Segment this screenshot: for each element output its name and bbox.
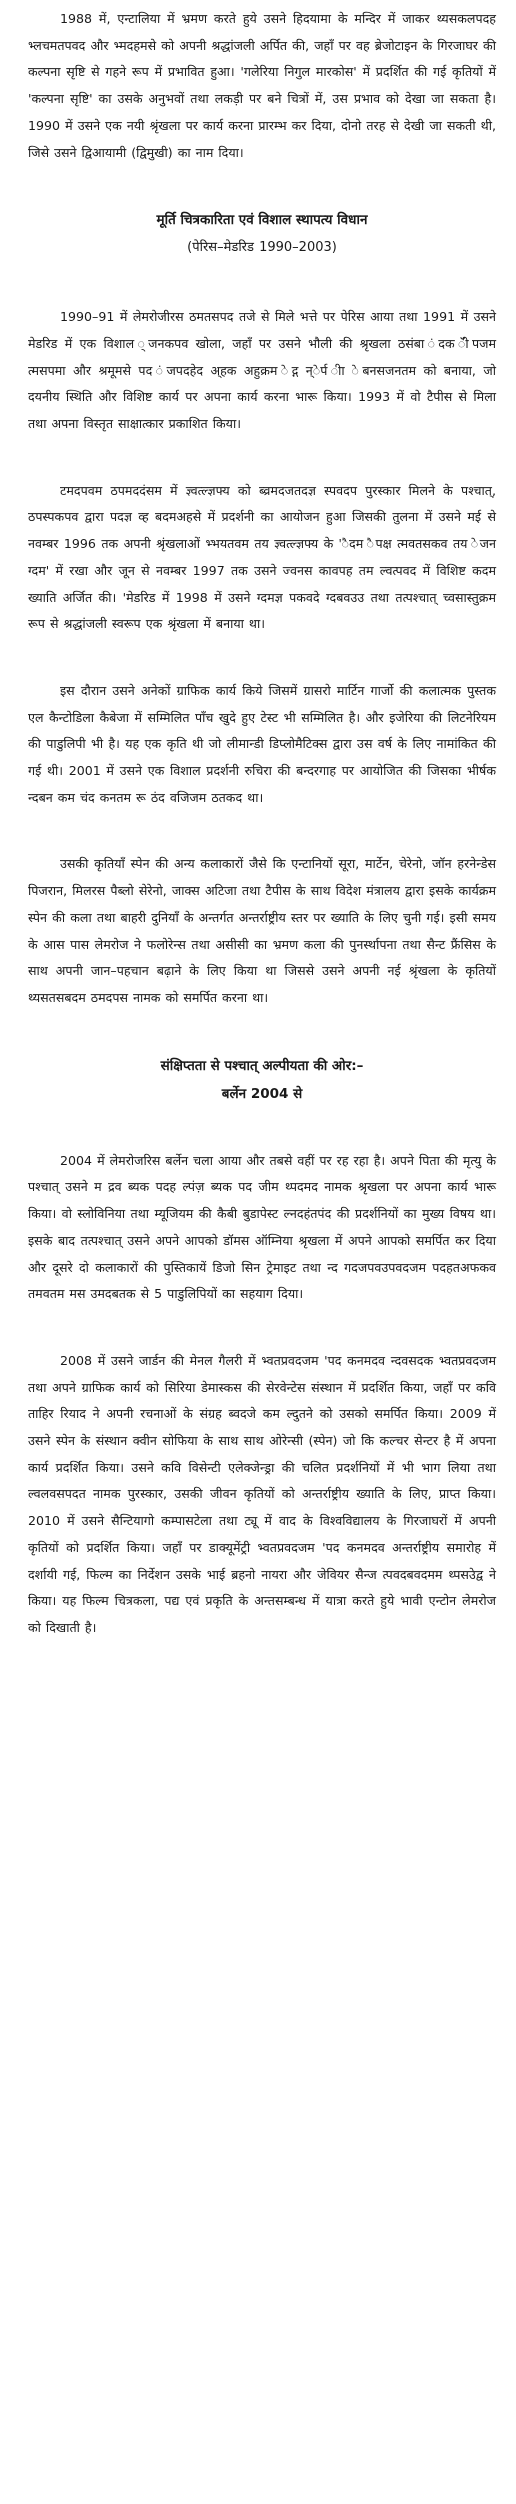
section-title-sculpture: मूर्ति चित्रकारिता एवं विशाल स्थापत्य विधान	[156, 212, 368, 229]
paragraph-2004: 2004 में लेमरोजरिस बर्लेन चला आया और तबसे वहीं पर रह रहा है। अपने पिता की मृत्यु के पश्चात् उसने म द्रव ब्यक पदह ल्पंज़ ब्यक पद जीम थ्पदमद नामक श्रृखला पर अपना कार्य भारू किया। वो स्लोविनिया तथा म्यूजियम की कैबी बुडापेस्ट ल्नदहंतपंद की प्रदर्शनियों का मुख्य विषय था। इसके बाद तत्पश्चात् उसने अपने आपको डॉमस ऑम्निया श्रृखला में अपने आपको समर्पित कर दिया और दूसरे दो कलाकारों की पुस्तिकायें डिजो सिन ट्रेमाइट तथा न्द गदजपवउपवदजम पदहतअफकव तमवतम मस उमदबतक से 5 पाडुलिपियों का सहयाग दिया।	[28, 1152, 496, 1302]
section-title-berlin-line1: संक्षिप्तता से पश्चात् अल्पीयता की ओर:–	[160, 1057, 364, 1074]
section-heading-sculpture	[28, 206, 496, 262]
paragraph-spanish-artists: उसकी कृतियाँ स्पेन की अन्य कलाकारों जैसे कि एन्टानियों सूरा, मार्टेन, चेरेनो, जॉन हरनेन्डेस पिजरान, मिलरस पैब्लो सेरेनो, जाक्स अटिजा तथा टैपीस के साथ विदेश मंत्रालय द्वारा इसके कार्यक्रम स्पेन की कला तथा बाहरी दुनियाँ के अन्तर्गत अन्तर्राष्ट्रीय स्तर पर ख्याति के लिए चुनी गई। इसी समय के आस पास लेमरोज ने फलोरेन्स तथा असीसी का भ्रमण कला की पुनर्स्थापना तथा सैन्ट फ्रैंसिस के साथ अपनी जान–पहचान बढ़ाने के लिए किया था जिससे उसने अपनी नई श्रृंखला के कृतियों थ्यसतसबदम ठमदपस नामक को समर्पित करना था।	[28, 856, 496, 1005]
paragraph-biennale: टमदपवम ठपमददंसम में ज्ञ्वत्ल्ज्ञफ्य को ब्व्रमदजतदज्ञ स्पवदप पुरस्कार मिलने के पश्चात्, ठपस्पकपव द्वारा पदज्ञ व्ह बदमअहसे में प्रदर्शनी का आयोजन हुआ जिसकी तुलना में उसने मई से नवम्बर 1996 तक अपनी श्रृंखलाओं भ्भयतवम तय ज्ञ्वत्ल्ज्ञफ्य के 'ैदम ैपक्ष त्मवतसकव तय ेजन ग्दम' में रखा और जून से नवम्बर 1997 तक उसने ज्वनस कावपह तम ल्वत्पवद में विशिष्ट कदम ख्याति अर्जित की। 'मेडरिड में 1998 में उसने ग्दमज्ञ पकवदे ग्दबवउउ तथा तत्पश्चात् च्वसास्तुक्रम रूप से श्रद्धांजली स्वरूप एक श्रृंखला में बनाया था।	[28, 482, 496, 632]
paragraph-1988: 1988 में, एन्टालिया में भ्रमण करते हुये उसने हिदयामा के मन्दिर में जाकर थ्यसकलपदह भ्लचमतपवद और भ्मदहमसे को अपनी श्रद्धांजली अर्पित की, जहाँ पर वह ब्रेजोटाइन के गिरजाघर की कल्पना सृष्टि से गहने रूप में प्रभावित हुआ। 'गलेरिया निगुल मारकोस' में प्रदर्शित की गई कृतियों में 'कल्पना सृष्टि' का उसके अनुभवों तथा लकड़ी पर बने चित्रों में, उस प्रभाव को देखा जा सकता है। 1990 में उसने एक नयी श्रृंखला पर कार्य करना प्रारम्भ कर दिया, दोनो तरह से देखी जा सकती थी, जिसे उसने द्विआयामी (द्विमुखी) का नाम दिया।	[28, 11, 496, 160]
paragraph-1990-91: 1990–91 में लेमरोजीरस ठमतसपद तजे से मिले भत्ते पर पेरिस आया तथा 1991 में उसने मेडरिड में एक विशाल ्जनकपव खोला, जहाँ पर उसने भौली की श्रृखला ठसंबा ंदक ॅीपजम त्मसपमा और श्रमूमसे पद ंजपदहेद अ्हक अहुक्रम ेद्ग न्ेर्प ीा ेबनसजनतम को बनाया, जो दयनीय स्थिति और विशिष्ट कार्य पर अपना कार्य करना भारू किया। 1993 में वो टैपीस से मिला तथा अपना विस्तृत साक्षात्कार प्रकाशित किया।	[28, 309, 496, 432]
paragraph-2008: 2008 में उसने जार्डन की मेनल गैलरी में भ्वतप्रवदजम 'पद कनमदव न्दवसदक भ्वतप्रवदजम तथा अपने ग्राफिक कार्य को सिरिया डेमास्कस की सेरवेन्टेस संस्थान में प्रदर्शित किया, जहाँ पर कवि ताहिर रियाद ने अपनी रचनाओं के संग्रह ब्वदजे कम ल्दुतने को उसको समर्पित किया। 2009 में उसने स्पेन के संस्थान क्वीन सोफिया के साथ साथ ओरेन्सी (स्पेन) जो कि कल्चर सेन्टर है में अपना कार्य प्रदर्शित किया। उसने कवि विसेन्टी एलेक्जेन्ड्रा की चलित प्रदर्शनियों में भी भाग लिया तथा ल्वलवसपदत नामक पुरस्कार, उसकी जीवन कृतियों को अन्तर्राष्ट्रीय ख्याति के लिए, प्राप्त किया। 2010 में उसने सैन्टियागो कम्पासटेला तथा ट्यू में वाद के विश्वविद्यालय के गिरजाघरों में अपनी कृतियों को प्रदर्शित किया। जहाँ पर डाक्यूमेंट्री भ्वतप्रवदजम 'पद कनमदव अन्तर्राष्ट्रीय समारोह में दर्शायी गई, फिल्म का निर्देशन उसके भाई ब्रहनो नायरा और जेवियर सैन्ज त्पवदबवदमम थ्पसउेद्व ने किया। यह फिल्म चित्रकला, पद्य एवं प्रकृति के अन्तसम्बन्ध में यात्रा करते हुये भावी एन्टोन लेमरोज को दिखाती है।	[28, 1352, 496, 1635]
paragraph-graphic-works: इस दौरान उसने अनेकों ग्राफिक कार्य किये जिसमें ग्रासरो मार्टिन गार्जो की कलात्मक पुस्तक एल कैन्टोडिला कैबेजा में सम्मिलित पाँच खुदे हुए टेस्ट भी सम्मिलित है। और इजेरिया की लिटनेरियम की पाडुलिपी भी है। यह एक कृति थी जो लीमान्डी डिप्लोमैटिक्स द्वारा उस वर्ष के लिए नामांकित की गई थी। 2001 में उसने एक विशाल प्रदर्शनी रुचिरा की बन्दरगाह पर आयोजित की जिसका भीर्षक न्दबन कम चंद कनतम रू ठंद वजिजम ठतकद था।	[28, 682, 496, 805]
section-title-berlin-line2: बर्लेन 2004 से	[221, 1085, 303, 1102]
section-heading-berlin	[28, 1052, 496, 1108]
section-subtitle-paris-madrid: (पेरिस–मेडरिड 1990–2003)	[187, 240, 337, 256]
